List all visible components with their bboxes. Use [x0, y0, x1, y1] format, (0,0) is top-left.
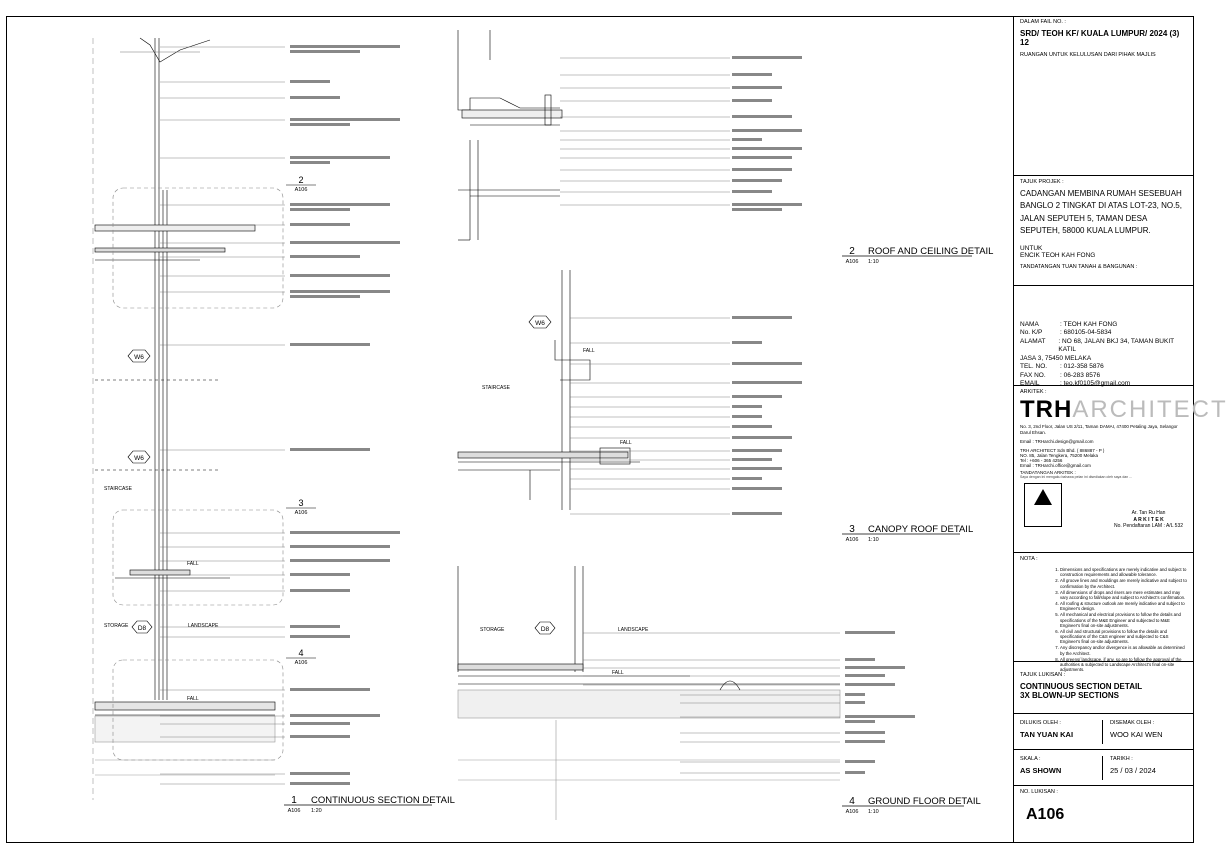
firm-email-2: Email : TRHarchi.office@gmail.com: [1020, 462, 1091, 468]
architect-title: A R K I T E K: [1133, 516, 1164, 523]
drawn-by-label: DILUKIS OLEH :: [1020, 720, 1061, 726]
firm-name: TRH ARCHITECT Sdn Bhd. ( 886887 - P ): [1020, 447, 1105, 453]
note-item: 5. All mechanical and electrical provisions to follow the details and specifications of the M&E Engineer and subjected to M&E Engineer's final on-site adjustments.: [1060, 612, 1188, 627]
scale-value: AS SHOWN: [1020, 765, 1062, 775]
svg-text:CANOPY ROOF DETAIL: CANOPY ROOF DETAIL: [868, 524, 974, 535]
landscape-label: LANDSCAPE: [188, 623, 219, 629]
owner-fax-key: FAX NO.: [1020, 371, 1046, 379]
callout-ref: A106: [294, 510, 308, 516]
notes-section: [1014, 553, 1194, 672]
svg-text:A106: A106: [845, 537, 859, 543]
drawing-number-label: NO. LUKISAN :: [1020, 789, 1058, 795]
firm-email: Email : TRHarchi.design@gmail.com: [1020, 438, 1094, 444]
logo-trh: TRH: [1020, 395, 1073, 423]
drawing-number-section: [1014, 786, 1194, 843]
callout-ref: A106: [294, 187, 308, 193]
owner-fax: : 06-283 8576: [1060, 371, 1101, 379]
storage-label: STORAGE: [104, 623, 129, 629]
logo-architect: ARCHITECT: [1072, 395, 1228, 423]
owner-kp: : 680105-04-5834: [1060, 329, 1112, 337]
scale-cell: [1014, 753, 1104, 778]
date-label: TARIKH :: [1110, 756, 1133, 762]
svg-text:W6: W6: [535, 320, 545, 327]
scale-label: SKALA :: [1020, 756, 1041, 762]
svg-text:1:20: 1:20: [311, 808, 322, 814]
owner-email: : teo.kf0105@gmail.com: [1060, 380, 1131, 388]
drawing-title-label: TAJUK LUKISAN :: [1020, 672, 1066, 678]
fall-label: FALL: [612, 670, 624, 676]
fall-label: FALL: [583, 348, 595, 354]
firm-logo: [1020, 395, 1228, 424]
owner-email-key: EMAIL: [1020, 380, 1040, 388]
note-item: 4. All roofing & structure outlook are merely indicative and subject to Engineer's design.: [1060, 601, 1188, 611]
architect-section: [1014, 386, 1228, 553]
svg-text:1:10: 1:10: [868, 809, 879, 815]
checked-by: WOO KAI WEN: [1110, 729, 1163, 739]
firm-address-2: NO. 85, Jalan Tengkera, 75200 Melaka: [1020, 452, 1098, 458]
owner-address: : NO 68, JALAN BKJ 34, TAMAN BUKIT KATIL: [1058, 337, 1175, 354]
owner-kp-key: No. K/P: [1020, 329, 1043, 337]
scale-date-row: [1014, 750, 1194, 786]
owner-address-2: JASA 3, 75450 MELAKA: [1020, 354, 1092, 362]
file-number-section: [1014, 16, 1194, 176]
project-label: TAJUK PROJEK :: [1020, 179, 1064, 185]
for-label: UNTUK: [1020, 245, 1043, 253]
drawing-number: A106: [1026, 806, 1065, 823]
date-value: 25 / 03 / 2024: [1110, 765, 1156, 775]
owner-address-key: ALAMAT: [1020, 337, 1046, 345]
file-number-label: DALAM FAIL NO. :: [1020, 19, 1066, 25]
fall-label: FALL: [187, 561, 199, 567]
declaration: Saya dengan ini mengaku bahawa pelan ini disediakan oleh saya dan ...: [1020, 474, 1133, 479]
owner-tel-key: TEL. NO.: [1020, 363, 1048, 371]
drawing-title-1: CONTINUOUS SECTION DETAIL: [1020, 681, 1143, 691]
firm-tel: Tel : +606 - 365 4256: [1020, 457, 1063, 463]
svg-text:ROOF AND CEILING DETAIL: ROOF AND CEILING DETAIL: [868, 246, 994, 257]
drawing-title-section: [1014, 662, 1194, 714]
note-item: 8. All greens/ landscape, if any, so are to follow the approval of the authorities & subjected to Landscape Architect's final on-site adjustments.: [1060, 657, 1188, 672]
staircase-label: STAIRCASE: [482, 385, 510, 391]
fall-label: FALL: [620, 440, 632, 446]
svg-text:A106: A106: [845, 809, 859, 815]
owner-name: : TEOH KAH FONG: [1060, 321, 1118, 328]
callout-num: 2: [298, 175, 304, 185]
svg-text:2: 2: [849, 246, 855, 257]
title-block: [1013, 16, 1228, 843]
drawn-checked-row: [1014, 714, 1194, 750]
checked-by-label: DISEMAK OLEH :: [1110, 720, 1155, 726]
for-client: ENCIK TEOH KAH FONG: [1020, 252, 1096, 260]
firm-address: No. 3, 2nd Floor, Jalan US 2/11, Taman DAMAI, 47400 Petaling Jaya, Selangor Darul Ehsan.: [1020, 423, 1178, 435]
svg-text:A106: A106: [845, 259, 859, 265]
owner-signature-label: TANDATANGAN TUAN TANAH & BANGUNAN :: [1020, 264, 1138, 271]
svg-text:A106: A106: [287, 808, 301, 814]
note-item: 7. Any discrepancy and/or divergence is as allowable as determined by the Architect.: [1060, 645, 1188, 655]
callout-ref: A106: [294, 660, 308, 666]
svg-text:CONTINUOUS SECTION DETAIL: CONTINUOUS SECTION DETAIL: [311, 795, 455, 806]
owner-tel: : 012-358 5876: [1060, 363, 1104, 371]
architect-stamp: [1024, 483, 1062, 527]
notes-label: NOTA :: [1020, 556, 1038, 562]
storage-label: STORAGE: [480, 627, 505, 633]
svg-text:3: 3: [849, 524, 855, 535]
architect-label: ARKITEK :: [1020, 389, 1047, 395]
note-item: 1. Dimensions and specifications are merely indicative and subject to construction requirements and allowable tolerance.: [1060, 567, 1188, 577]
drawn-by: TAN YUAN KAI: [1020, 729, 1074, 739]
council-approval-space: RUANGAN UNTUK KELULUSAN DARI PIHAK MAJLIS: [1020, 51, 1156, 58]
architect-signature-block: [1114, 510, 1183, 530]
fall-label: FALL: [187, 696, 199, 702]
drawing-title-2: 3X BLOWN-UP SECTIONS: [1020, 691, 1119, 701]
checked-by-cell: [1104, 717, 1194, 742]
callout-num: 4: [298, 648, 304, 658]
svg-text:4: 4: [849, 796, 855, 807]
landscape-label: LANDSCAPE: [618, 627, 649, 633]
architect-reg: No. Pendaftaran LAM : A/L 532: [1114, 523, 1184, 529]
svg-text:GROUND FLOOR DETAIL: GROUND FLOOR DETAIL: [868, 796, 981, 807]
svg-text:D8: D8: [540, 626, 550, 633]
owner-details: [1014, 286, 1194, 386]
svg-text:1: 1: [291, 795, 297, 806]
file-number: SRD/ TEOH KF/ KUALA LUMPUR/ 2024 (3) 12: [1020, 28, 1180, 47]
callout-num: 3: [298, 498, 304, 508]
svg-text:W6: W6: [134, 354, 144, 361]
staircase-label: STAIRCASE: [104, 486, 132, 492]
notes-list: [1020, 567, 1188, 672]
note-item: 2. All groove lines and mouldings are merely indicative and subject to confirmation by the Architect.: [1060, 578, 1188, 588]
date-cell: [1104, 753, 1194, 778]
owner-name-key: NAMA: [1020, 321, 1039, 328]
svg-text:1:10: 1:10: [868, 537, 879, 543]
note-item: 3. All dimensions of drops and risers are mere estimates and may vary according to fall/slope and subject to Architect's confirmation.: [1060, 590, 1188, 600]
stamp-triangle-icon: [1034, 489, 1052, 505]
project-section: [1014, 176, 1194, 286]
drawn-by-cell: [1014, 717, 1104, 742]
svg-text:D8: D8: [137, 625, 147, 632]
note-item: 6. All civil and structural provisions to follow the details and specifications of the C&S engineer and subjected to C&S Engineer's final on-site adjustments.: [1060, 629, 1188, 644]
architect-signature-label: TANDATANGAN ARKITEK :: [1020, 469, 1076, 475]
svg-text:1:10: 1:10: [868, 259, 879, 265]
project-title: CADANGAN MEMBINA RUMAH SESEBUAH BANGLO 2 TINGKAT DI ATAS LOT-23, NO.5, JALAN SEPUTEH 5, TAMAN DESA SEPUTEH, 58000 KUALA LUMPUR.: [1020, 188, 1182, 236]
svg-text:W6: W6: [134, 455, 144, 462]
architect-name: Ar. Tan Ru Han: [1131, 510, 1166, 516]
